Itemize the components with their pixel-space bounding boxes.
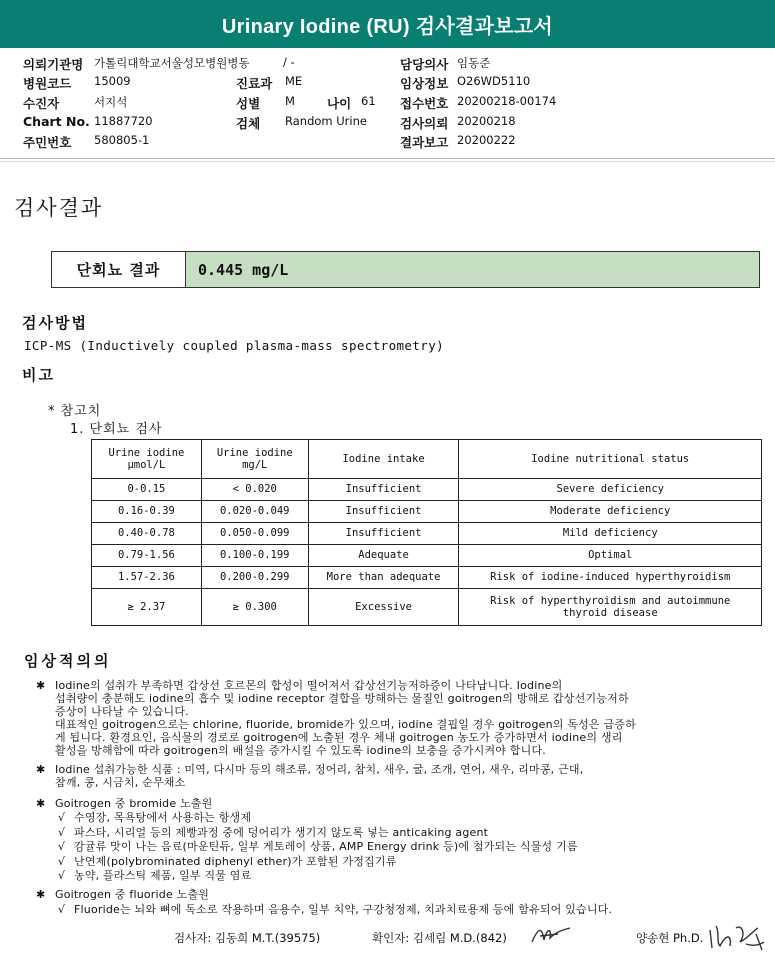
table-cell: 0-0.15 (92, 479, 202, 501)
report-title: Urinary Iodine (RU) 검사결과보고서 (0, 0, 775, 48)
hospital-code-value: 15009 (94, 74, 131, 88)
results-heading: 검사결과 (14, 196, 104, 220)
table-cell: 1.57-2.36 (92, 567, 202, 589)
remarks-heading: 비고 (22, 366, 55, 384)
table-cell: 0.200-0.299 (201, 567, 308, 589)
table-cell: Insufficient (308, 501, 459, 523)
patient-value: 서지석 (94, 95, 128, 109)
table-row (92, 523, 762, 545)
resident-value: 580805-1 (94, 133, 150, 147)
table-cell: 0.050-0.099 (201, 523, 308, 545)
check-icon: √ (58, 811, 66, 824)
confirmer-signature-icon (528, 922, 574, 948)
table-row (92, 545, 762, 567)
clinical-info-label: 임상정보 (400, 76, 449, 91)
table-cell: 0.020-0.049 (201, 501, 308, 523)
table-cell: Risk of hyperthyroidism and autoimmune thyroid disease (459, 589, 762, 626)
chart-label: Chart No. (23, 114, 90, 129)
dept-value: ME (285, 74, 303, 88)
specimen-value: Random Urine (285, 114, 367, 128)
table-cell: Adequate (308, 545, 459, 567)
table-cell: Excessive (308, 589, 459, 626)
reference-title: * 참고치 (48, 404, 102, 419)
table-cell: 0.40-0.78 (92, 523, 202, 545)
table-cell: ≥ 2.37 (92, 589, 202, 626)
director-signature-text: 양송현 Ph.D. (636, 931, 704, 945)
table-row (92, 501, 762, 523)
table-cell: Mild deficiency (459, 523, 762, 545)
table-cell: ≥ 0.300 (201, 589, 308, 626)
reference-subtitle: 1. 단회뇨 검사 (70, 422, 163, 437)
check-icon: √ (58, 869, 66, 882)
result-label: 단회뇨 결과 (52, 252, 186, 287)
table-cell: Insufficient (308, 479, 459, 501)
method-text: ICP-MS (Inductively coupled plasma-mass spectrometry) (24, 338, 445, 353)
clinical-heading: 임상적의의 (24, 652, 112, 670)
clinical-info-value: O26WD5110 (457, 74, 531, 88)
asterisk-icon: ✱ (36, 888, 46, 901)
table-row (92, 479, 762, 501)
result-box (51, 251, 760, 288)
check-icon: √ (58, 825, 66, 839)
asterisk-icon: ✱ (36, 797, 46, 810)
table-row (92, 589, 762, 626)
sex-value: M (285, 94, 295, 108)
table-header-cell: Iodine intake (308, 440, 459, 479)
check-icon: √ (58, 854, 66, 868)
asterisk-icon: ✱ (36, 679, 46, 692)
result-value: 0.445 mg/L (186, 252, 759, 287)
table-cell: < 0.020 (201, 479, 308, 501)
table-cell: 0.16-0.39 (92, 501, 202, 523)
divider (0, 161, 775, 162)
method-heading: 검사방법 (22, 314, 88, 332)
table-row (92, 567, 762, 589)
institution-value: 가톨릭대학교서울성모병원병동 (94, 56, 250, 70)
table-header-cell: Iodine nutritional status (459, 440, 762, 479)
table-header-row (92, 440, 762, 479)
table-header-cell: Urine iodine mg/L (201, 440, 308, 479)
dept-label: 진료과 (236, 76, 273, 91)
reference-table (91, 439, 762, 626)
confirmer-signature-text: 확인자: 김세림 M.D.(842) (372, 931, 507, 945)
request-value: 20200218 (457, 114, 516, 128)
table-cell: More than adequate (308, 567, 459, 589)
check-icon: √ (58, 840, 66, 853)
doctor-label: 담당의사 (400, 57, 449, 72)
age-label: 나이 (327, 96, 352, 111)
chart-value: 11887720 (94, 114, 153, 128)
specimen-label: 검체 (236, 116, 261, 131)
table-cell: 0.79-1.56 (92, 545, 202, 567)
director-signature-icon (706, 920, 768, 954)
resident-label: 주민번호 (23, 135, 72, 150)
asterisk-icon: ✱ (36, 763, 46, 776)
table-header-cell: Urine iodine μmol/L (92, 440, 202, 479)
table-cell: Insufficient (308, 523, 459, 545)
receipt-label: 접수번호 (400, 96, 449, 111)
divider (0, 158, 775, 159)
check-icon: √ (58, 903, 66, 916)
institution-label: 의뢰기관명 (23, 57, 84, 72)
patient-label: 수진자 (23, 96, 60, 111)
doctor-value: 임동준 (457, 56, 491, 70)
request-label: 검사의뢰 (400, 116, 449, 131)
receipt-value: 20200218-00174 (457, 94, 557, 108)
tester-signature-text: 검사자: 김동희 M.T.(39575) (174, 931, 321, 945)
table-cell: Risk of iodine-induced hyperthyroidism (459, 567, 762, 589)
age-value: 61 (361, 94, 376, 108)
table-cell: 0.100-0.199 (201, 545, 308, 567)
hospital-code-label: 병원코드 (23, 76, 72, 91)
sex-label: 성별 (236, 96, 261, 111)
report-label: 결과보고 (400, 135, 449, 150)
table-cell: Optimal (459, 545, 762, 567)
table-cell: Moderate deficiency (459, 501, 762, 523)
report-value: 20200222 (457, 133, 516, 147)
ward-value: / - (283, 55, 295, 69)
table-cell: Severe deficiency (459, 479, 762, 501)
